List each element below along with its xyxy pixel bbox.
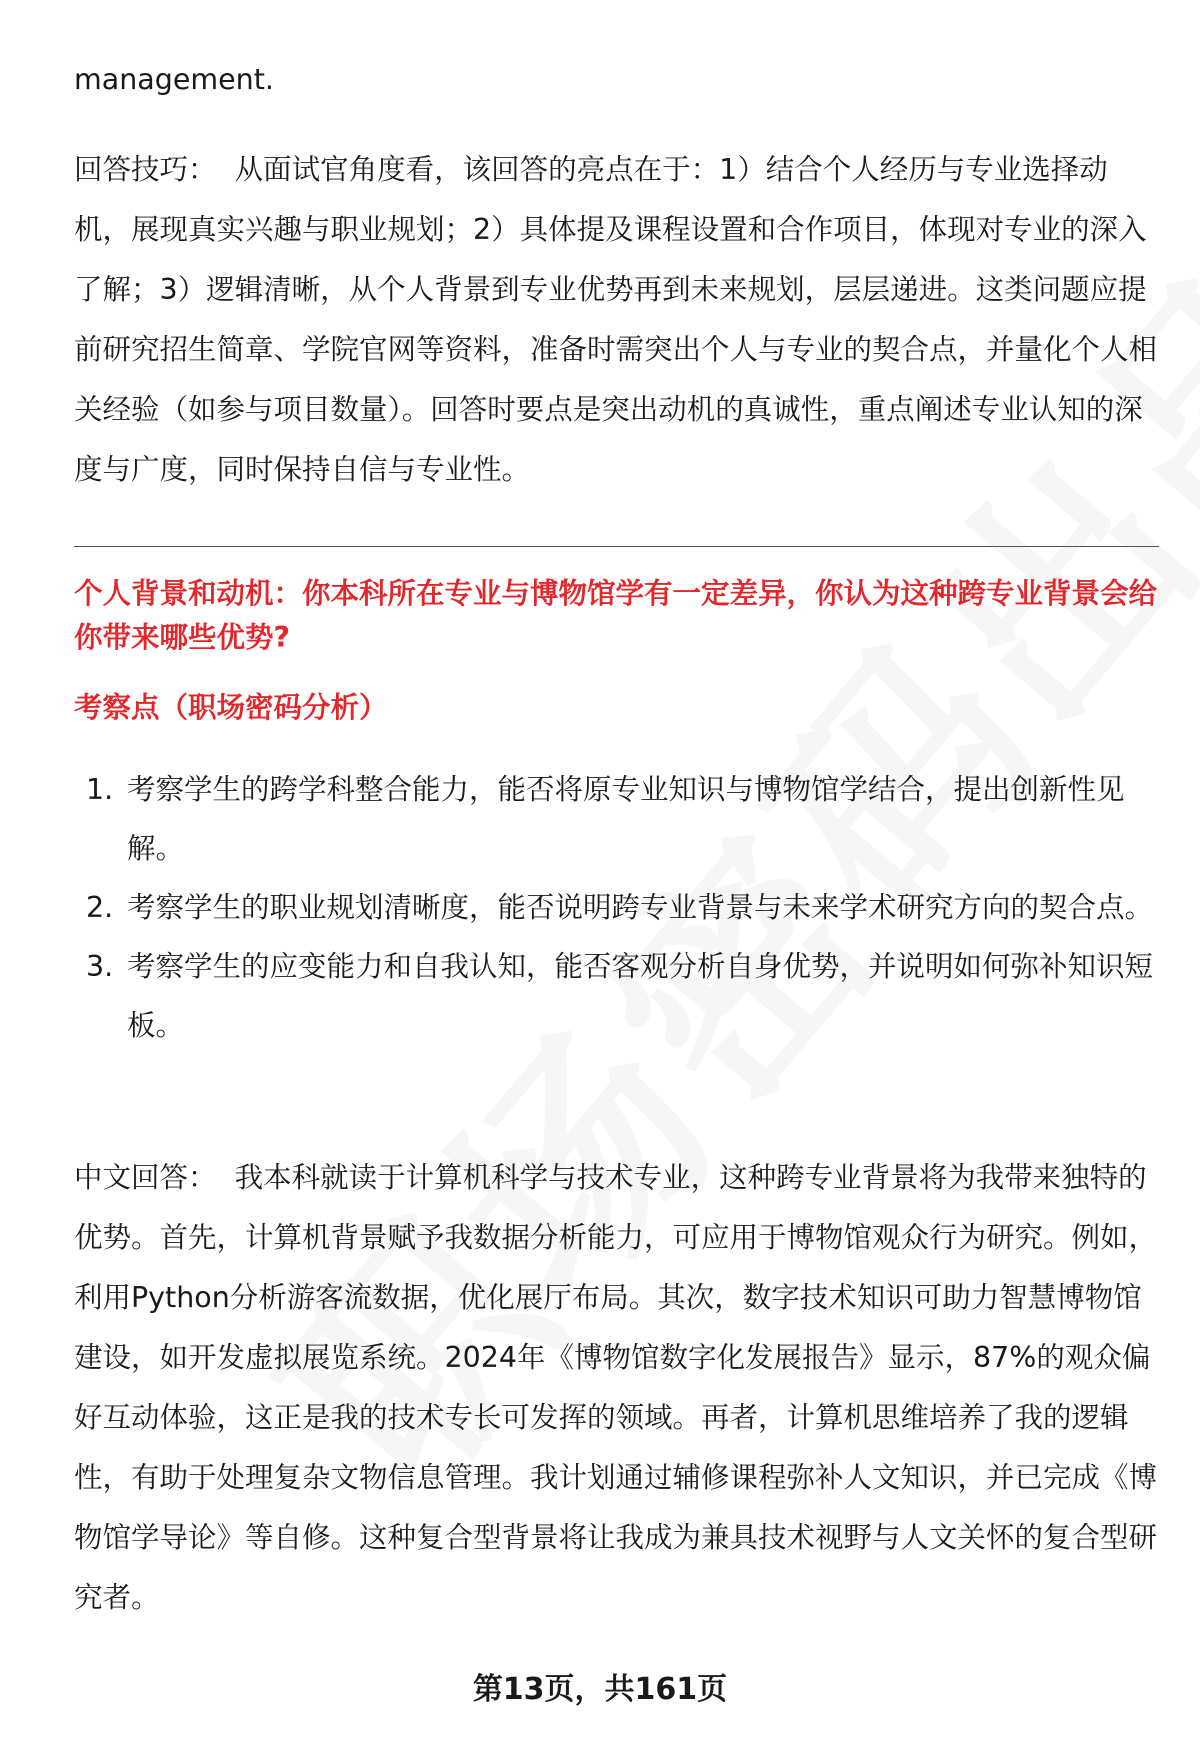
chinese-answer-label: 中文回答： [74, 1161, 217, 1194]
chinese-answer-paragraph [74, 1148, 1159, 1628]
list-item-text: 考察学生的职业规划清晰度，能否说明跨专业背景与未来学术研究方向的契合点。 [127, 891, 1154, 924]
list-item [74, 760, 1159, 878]
assessment-points-title: 考察点（职场密码分析） [74, 691, 388, 724]
list-item-text: 考察学生的应变能力和自我认知，能否客观分析自身优势，并说明如何弥补知识短板。 [127, 950, 1154, 1042]
question-heading: 个人背景和动机：你本科所在专业与博物馆学有一定差异，你认为这种跨专业背景会给你带来哪些优势? [74, 577, 1158, 654]
answer-tips-label: 回答技巧： [74, 153, 217, 186]
list-item-number: 2. [86, 891, 114, 924]
chinese-answer-text: 我本科就读于计算机科学与技术专业，这种跨专业背景将为我带来独特的优势。首先，计算机背景赋予我数据分析能力，可应用于博物馆观众行为研究。例如，利用Python分析游客流数据，优化展厅布局。其次，数字技术知识可助力智慧博物馆建设，如开发虚拟展览系统。2024年《博物馆数字化发展报告》显示，87%的观众偏好互动体验，这正是我的技术专长可发挥的领域。再者，计算机思维培养了我的逻辑性，有助于处理复杂文物信息管理。我计划通过辅修课程弥补人文知识，并已完成《博物馆学导论》等自修。这种复合型背景将让我成为兼具技术视野与人文关怀的复合型研究者。 [74, 1161, 1158, 1614]
list-item [74, 937, 1159, 1055]
list-item-number: 1. [86, 773, 114, 806]
list-item [74, 878, 1159, 937]
assessment-points-list [74, 760, 1159, 1055]
answer-tips-paragraph [74, 140, 1159, 500]
list-item-number: 3. [86, 950, 114, 983]
list-item-text: 考察学生的跨学科整合能力，能否将原专业知识与博物馆学结合，提出创新性见解。 [127, 773, 1125, 865]
page-number: 第13页，共161页 [472, 1672, 728, 1707]
section-divider [74, 546, 1159, 547]
continued-text: management. [74, 63, 274, 96]
answer-tips-text: 从面试官角度看，该回答的亮点在于：1）结合个人经历与专业选择动机，展现真实兴趣与职业规划；2）具体提及课程设置和合作项目，体现对专业的深入了解；3）逻辑清晰，从个人背景到专业优势再到未来规划，层层递进。这类问题应提前研究招生简章、学院官网等资料，准备时需突出个人与专业的契合点，并量化个人相关经验（如参与项目数量）。回答时要点是突出动机的真诚性，重点阐述专业认知的深度与广度，同时保持自信与专业性。 [74, 153, 1158, 486]
